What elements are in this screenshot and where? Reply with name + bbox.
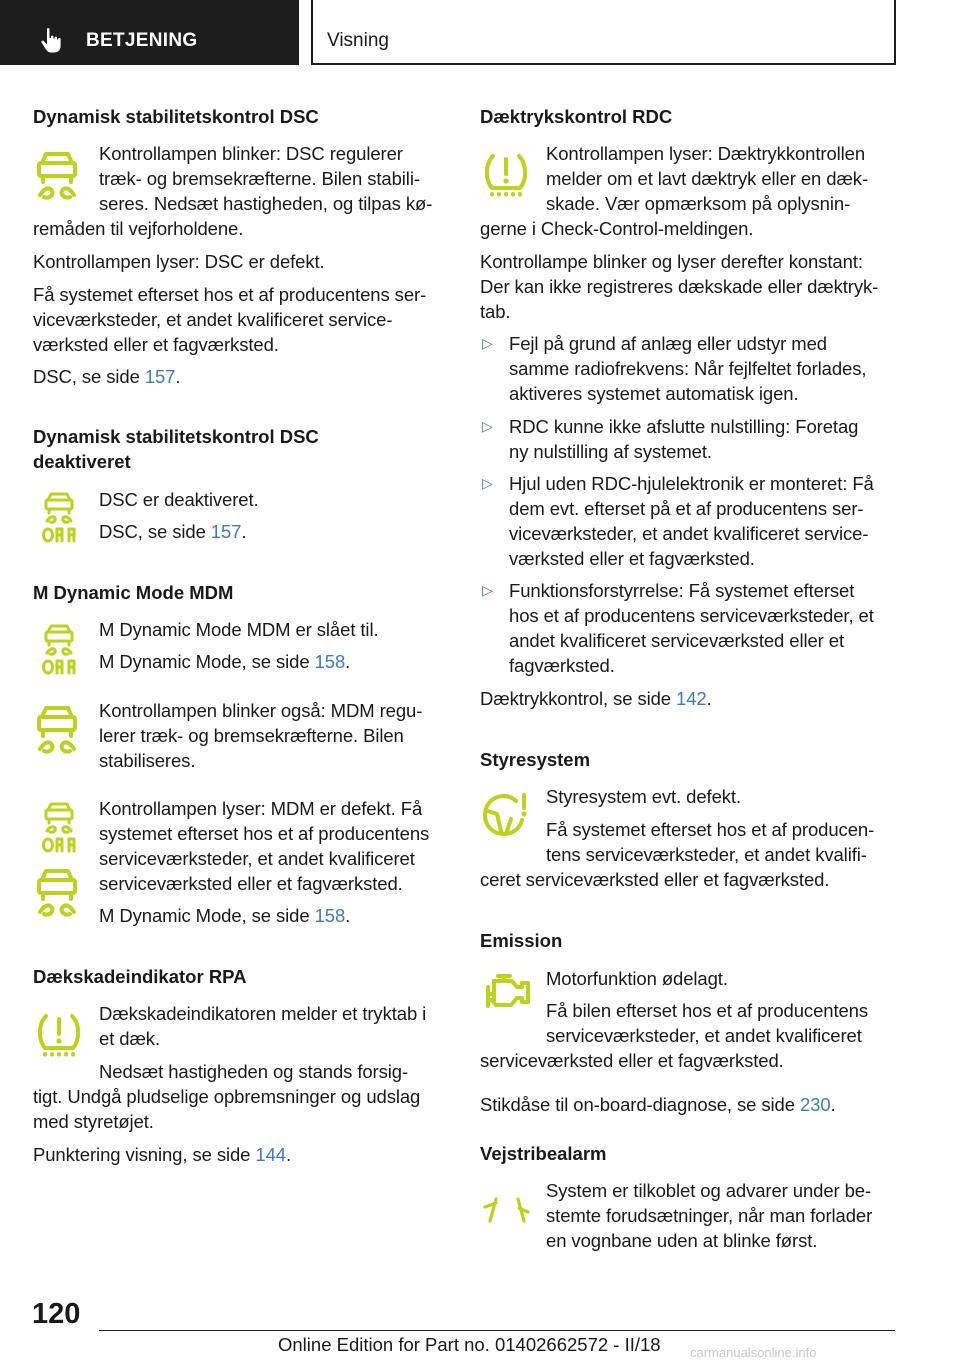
page-link[interactable]: 158	[314, 905, 346, 926]
header-section-tab	[0, 0, 299, 65]
rpa-text: tigt. Undgå pludselige opbremsninger og udslag	[33, 1086, 421, 1107]
mdm-text: M Dynamic Mode MDM er slået til.	[99, 619, 379, 640]
page-number: 120	[32, 1298, 81, 1330]
rdc-bullet-text: værksted eller et fagværksted.	[509, 548, 755, 569]
rdc-bullet-text: andet kvalificeret serviceværksted eller et	[509, 630, 845, 651]
mdm-text: stabiliseres.	[99, 750, 196, 771]
mdm-text: Kontrollampen blinker også: MDM regu-	[99, 700, 423, 721]
heading-steering: Styresystem	[480, 749, 591, 770]
page-link[interactable]: 144	[255, 1144, 286, 1165]
dsc-text-line: værksted eller et fagværksted.	[33, 334, 279, 355]
heading-lane: Vejstribealarm	[480, 1143, 607, 1164]
emission-text: Få bilen efterset hos et af producentens	[546, 1000, 869, 1021]
rdc-text: Kontrollampe blinker og lyser derefter konstant:	[480, 251, 863, 272]
rdc-bullet-text: dem evt. efterset på et af producentens ser-	[509, 498, 864, 519]
dsc-text-line: viceværksteder, et andet kvalificeret service-	[33, 309, 393, 330]
mdm-text: Kontrollampen lyser: MDM er defekt. Få	[99, 798, 423, 819]
bullet-triangle-icon: ▷	[482, 582, 493, 598]
tire-pressure-warning-icon	[483, 150, 529, 198]
dsc-text-line: remåden til vejforholdene.	[33, 218, 244, 239]
rdc-bullet-text: RDC kunne ikke afslutte nulstilling: Foretag	[509, 416, 859, 437]
lane-text: System er tilkoblet og advarer under be-	[546, 1180, 872, 1201]
dsc-off-ref: DSC, se side 157.	[99, 521, 247, 542]
steering-warning-icon	[480, 791, 530, 839]
rpa-text: med styretøjet.	[33, 1111, 154, 1132]
dsc-off-icon	[40, 490, 78, 544]
heading-rdc: Dæktrykskontrol RDC	[480, 106, 673, 127]
mdm-text: systemet efterset hos et af producentens	[99, 823, 430, 844]
heading-dsc-off: deaktiveret	[33, 451, 131, 472]
header-page-box	[311, 0, 896, 65]
heading-rpa: Dækskadeindikator RPA	[33, 966, 247, 987]
emission-text: serviceværksted eller et fagværksted.	[480, 1050, 784, 1071]
rdc-bullet-text: hos et af producentens serviceværksteder, et	[509, 605, 874, 626]
rdc-text: Der kan ikke registreres dækskade eller dæktryk-	[480, 276, 879, 297]
rdc-text: melder om et lavt dæktryk eller en dæk-	[546, 168, 869, 189]
rpa-text: et dæk.	[99, 1028, 160, 1049]
emission-text: serviceværksteder, et andet kvalificeret	[546, 1025, 862, 1046]
dsc-ref: DSC, se side 157.	[33, 366, 181, 387]
section-label: BETJENING	[86, 30, 198, 51]
mdm-text: serviceværksteder, et andet kvalificeret	[99, 848, 415, 869]
mdm-text: lerer træk- og bremsekræfterne. Bilen	[99, 725, 404, 746]
watermark: carmanualsonline.info	[690, 1345, 817, 1360]
rdc-bullet-text: ny nulstilling af systemet.	[509, 441, 712, 462]
steering-text: Styresystem evt. defekt.	[546, 786, 742, 807]
page-link[interactable]: 158	[314, 651, 346, 672]
heading-dsc-off: Dynamisk stabilitetskontrol DSC	[33, 426, 319, 447]
page-link[interactable]: 157	[210, 521, 242, 542]
rpa-text: Nedsæt hastigheden og stands forsig-	[99, 1061, 409, 1082]
page-label: Visning	[327, 30, 389, 51]
steering-text: Få systemet efterset hos et af producen-	[546, 819, 875, 840]
touch-hand-icon	[40, 27, 64, 53]
dsc-off-icon	[40, 800, 78, 854]
rdc-text: gerne i Check-Control-meldingen.	[480, 218, 754, 239]
rdc-ref: Dæktrykkontrol, se side 142.	[480, 688, 712, 709]
rdc-text: Kontrollampen lyser: Dæktrykkontrollen	[546, 143, 866, 164]
bullet-triangle-icon: ▷	[482, 335, 493, 351]
emission-ref: Stikdåse til on-board-diagnose, se side 230.	[480, 1094, 836, 1115]
lane-text: stemte forudsætninger, når man forlader	[546, 1205, 873, 1226]
bullet-triangle-icon: ▷	[482, 418, 493, 434]
lane-departure-icon	[482, 1196, 532, 1224]
rdc-text: tab.	[480, 301, 511, 322]
page-link[interactable]: 157	[144, 366, 176, 387]
dsc-skid-icon	[34, 703, 80, 755]
rdc-bullet-text: fagværksted.	[509, 655, 615, 676]
dsc-skid-icon	[34, 149, 80, 201]
dsc-skid-icon	[34, 866, 80, 918]
emission-text: Motorfunktion ødelagt.	[546, 968, 728, 989]
mdm-ref: M Dynamic Mode, se side 158.	[99, 905, 351, 926]
steering-text: tens serviceværksteder, et andet kvalifi-	[546, 844, 867, 865]
rdc-bullet-text: aktiveres systemet automatisk igen.	[509, 383, 799, 404]
rpa-text: Dækskadeindikatoren melder et tryktab i	[99, 1003, 427, 1024]
heading-emission: Emission	[480, 930, 563, 951]
rdc-bullet-text: Fejl på grund af anlæg eller udstyr med	[509, 333, 827, 354]
dsc-text-line: Få systemet efterset hos et af producentens ser-	[33, 284, 427, 305]
tire-pressure-warning-icon	[36, 1010, 82, 1058]
rdc-bullet-text: Funktionsforstyrrelse: Få systemet efterset	[509, 580, 855, 601]
lane-text: en vognbane uden at blinke først.	[546, 1230, 818, 1251]
steering-text: ceret serviceværksted eller et fagværksted.	[480, 869, 830, 890]
rdc-bullet-text: Hjul uden RDC-hjulelektronik er monteret: Få	[509, 473, 874, 494]
bullet-triangle-icon: ▷	[482, 475, 493, 491]
dsc-off-icon	[40, 622, 78, 676]
mdm-ref: M Dynamic Mode, se side 158.	[99, 651, 351, 672]
dsc-text-line: Kontrollampen blinker: DSC regulerer	[99, 143, 403, 164]
rdc-text: skade. Vær opmærksom på oplysnin-	[546, 193, 851, 214]
rdc-bullet-text: samme radiofrekvens: Når fejlfeltet forlades,	[509, 358, 867, 379]
dsc-text-line: træk- og bremsekræfterne. Bilen stabili-	[99, 168, 420, 189]
dsc-off-text: DSC er deaktiveret.	[99, 489, 259, 510]
page-link[interactable]: 230	[799, 1094, 831, 1115]
mdm-text: serviceværksted eller et fagværksted.	[99, 873, 403, 894]
heading-mdm: M Dynamic Mode MDM	[33, 582, 234, 603]
page-link[interactable]: 142	[676, 688, 707, 709]
edition-label: Online Edition for Part no. 01402662572 - II/18	[278, 1334, 661, 1355]
heading-dsc: Dynamisk stabilitetskontrol DSC	[33, 106, 319, 127]
check-engine-icon	[482, 972, 532, 1012]
footer-divider	[99, 1330, 895, 1331]
rpa-ref: Punktering visning, se side 144.	[33, 1144, 292, 1165]
dsc-text-line: Kontrollampen lyser: DSC er defekt.	[33, 251, 325, 272]
rdc-bullet-text: viceværksteder, et andet kvalificeret service-	[509, 523, 869, 544]
dsc-text-line: seres. Nedsæt hastigheden, og tilpas kø-	[99, 193, 433, 214]
